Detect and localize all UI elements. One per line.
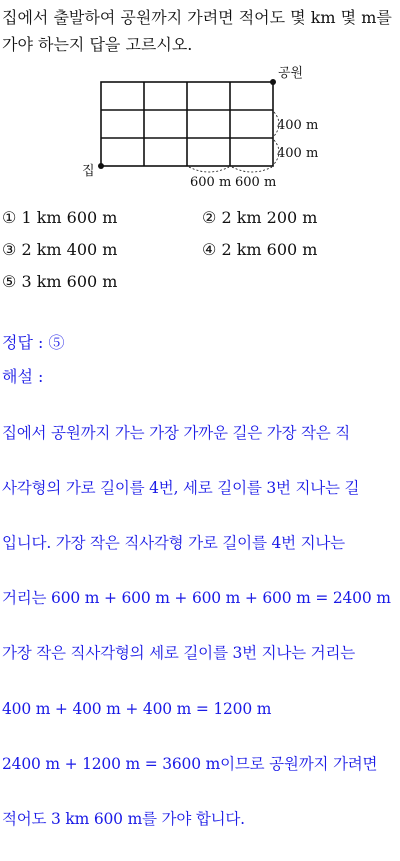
vertical-length-label-1: 400 m bbox=[277, 118, 319, 133]
park-label: 공원 bbox=[278, 66, 304, 81]
explanation-line: 사각형의 가로 길이를 4번, 세로 길이를 3번 지나는 길 bbox=[2, 478, 360, 497]
street-grid bbox=[101, 82, 273, 166]
vertical-length-label-2: 400 m bbox=[277, 146, 319, 161]
explanation-body bbox=[2, 392, 400, 861]
option-1[interactable] bbox=[2, 208, 117, 227]
option-text: 2 km 600 m bbox=[221, 240, 318, 259]
home-point bbox=[98, 163, 104, 169]
explanation-line: 가장 작은 직사각형의 세로 길이를 3번 지나는 거리는 bbox=[2, 644, 355, 663]
option-5[interactable] bbox=[2, 272, 117, 291]
explanation-line: 적어도 3 km 600 m를 가야 합니다. bbox=[2, 809, 245, 828]
option-2[interactable] bbox=[202, 208, 317, 227]
horizontal-brace-2 bbox=[232, 167, 272, 172]
option-text: 1 km 600 m bbox=[21, 208, 118, 227]
explanation-line: 거리는 600 m + 600 m + 600 m + 600 m = 2400 m bbox=[2, 589, 391, 608]
option-text: 3 km 600 m bbox=[21, 272, 118, 291]
grid-map-figure bbox=[0, 62, 400, 202]
explanation-line: 입니다. 가장 작은 직사각형 가로 길이를 4번 지나는 bbox=[2, 533, 345, 552]
home-label: 집 bbox=[82, 164, 95, 179]
option-4[interactable] bbox=[202, 240, 317, 259]
horizontal-length-label-2: 600 m bbox=[235, 175, 277, 190]
option-marker: ② bbox=[202, 208, 217, 227]
option-marker: ① bbox=[2, 208, 17, 227]
option-marker: ③ bbox=[2, 240, 17, 259]
option-marker: ⑤ bbox=[2, 272, 17, 291]
horizontal-brace-1 bbox=[189, 167, 229, 172]
option-marker: ④ bbox=[202, 240, 217, 259]
question-text: 집에서 출발하여 공원까지 가려면 적어도 몇 km 몇 m를 가야 하는지 답을 고르시오. bbox=[2, 8, 392, 54]
explanation-line: 집에서 공원까지 가는 가장 가까운 길은 가장 작은 직 bbox=[2, 423, 351, 442]
option-text: 2 km 400 m bbox=[21, 240, 118, 259]
explanation-label: 해설 : bbox=[2, 367, 44, 386]
explanation-line: 2400 m + 1200 m = 3600 m이므로 공원까지 가려면 bbox=[2, 754, 378, 773]
park-point bbox=[270, 79, 276, 85]
option-text: 2 km 200 m bbox=[221, 208, 318, 227]
answer-text: 정답 : ⑤ bbox=[2, 333, 65, 352]
horizontal-length-label-1: 600 m bbox=[190, 175, 232, 190]
option-3[interactable] bbox=[2, 240, 117, 259]
explanation-line: 400 m + 400 m + 400 m = 1200 m bbox=[2, 699, 272, 718]
